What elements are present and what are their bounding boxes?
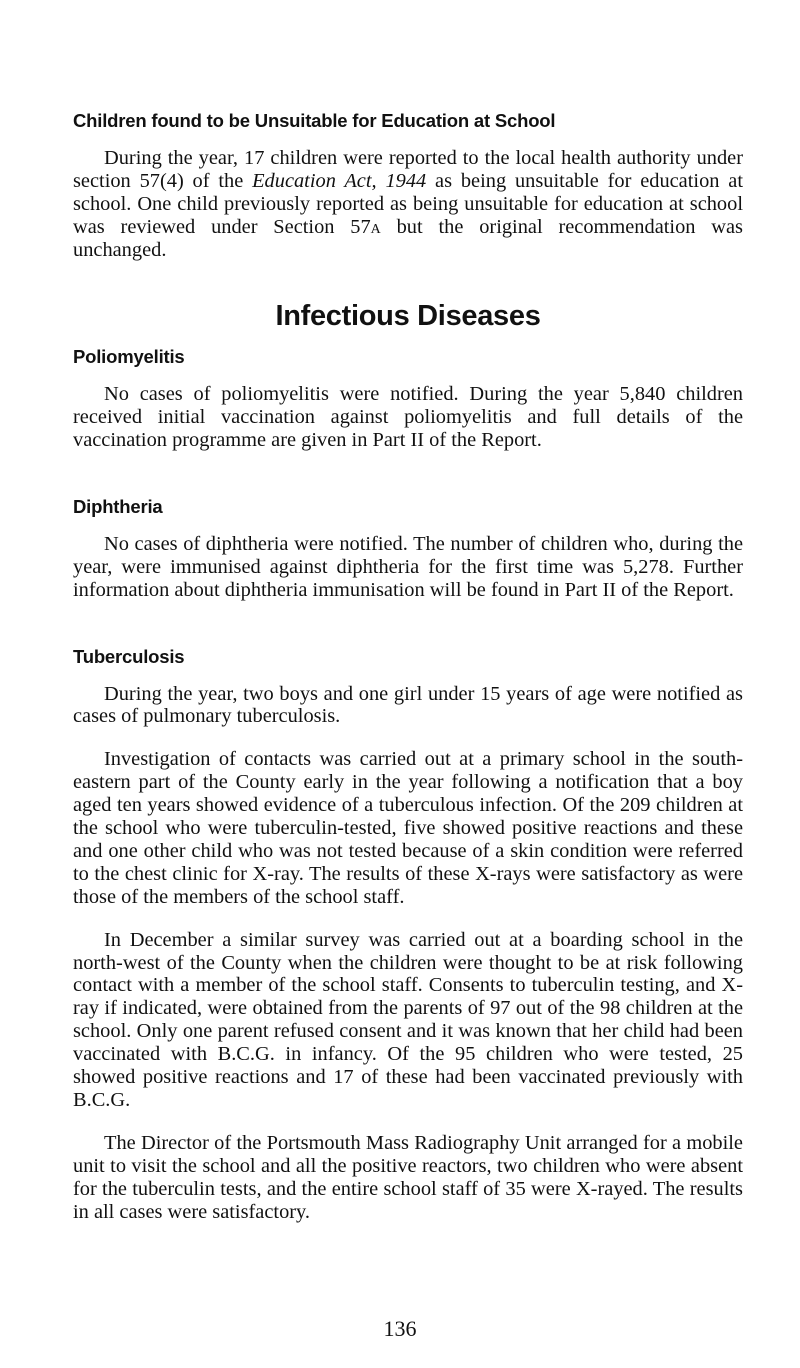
paragraph-unsuitable bbox=[73, 147, 743, 262]
document-page bbox=[73, 110, 743, 1224]
text-run: as being unsuitable for education at school. One child previously reported as being unsuitable for education at school was reviewed under Section 57 bbox=[73, 169, 743, 238]
section-heading-diphtheria: Diphtheria bbox=[73, 495, 163, 517]
paragraph-tuberculosis-boarding-school: In December a similar survey was carried out at a boarding school in the north-west of the County when the children were thought to be at risk following contact with a member of the school staff. Consents to tuberculin testing, and X-ray if indicated, were obtained from the parents of 97 out of the 98 children at the school. Only one parent refused consent and it was known that her child had been vaccinated with B.C.G. in infancy. Of the 95 children who were tested, 25 showed positive reactions and 17 of these had been vaccinated previously with B.C.G. bbox=[73, 928, 743, 1111]
paragraph-tuberculosis-primary-school: Investigation of contacts was carried out at a primary school in the south-eastern part of the County early in the year following a notification that a boy aged ten years showed evidence of a tuberculous infection. Of the 209 children at the school who were tuberculin-tested, five showed positive reactions and these and one other child who was not tested because of a skin condition were referred to the chest clinic for X-ray. The results of these X-rays were satisfactory as were those of the members of the school staff. bbox=[73, 748, 743, 908]
main-heading-infectious-diseases: Infectious Diseases bbox=[275, 300, 541, 333]
text-run: During the year, 17 children were reported to the local health authority under section 57(4) of the bbox=[73, 146, 743, 192]
text-run: but the original recommendation was unchanged. bbox=[73, 215, 743, 261]
section-heading-unsuitable: Children found to be Unsuitable for Education at School bbox=[73, 110, 556, 131]
page-number: 136 bbox=[383, 1316, 417, 1341]
act-title-italic: Education Act, 1944 bbox=[252, 169, 427, 192]
paragraph-diphtheria: No cases of diphtheria were notified. The number of children who, during the year, were immunised against diphtheria for the first time was 5,278. Further information about diphtheria immunisation will be found in Part II of the Report. bbox=[73, 532, 743, 601]
paragraph-tuberculosis-cases: During the year, two boys and one girl under 15 years of age were notified as cases of pulmonary tuberculosis. bbox=[73, 682, 743, 728]
paragraph-poliomyelitis: No cases of poliomyelitis were notified. During the year 5,840 children received initial vaccination against poliomyelitis and full details of the vaccination programme are given in Part II of the Report. bbox=[73, 383, 743, 452]
section-heading-tuberculosis: Tuberculosis bbox=[73, 645, 185, 667]
section-suffix: a bbox=[370, 215, 381, 238]
section-heading-poliomyelitis: Poliomyelitis bbox=[73, 346, 185, 368]
paragraph-tuberculosis-radiography: The Director of the Portsmouth Mass Radiography Unit arranged for a mobile unit to visit the school and all the positive reactors, two children who were absent for the tuberculin tests, and the entire school staff of 35 were X-rayed. The results in all cases were satisfactory. bbox=[73, 1131, 743, 1223]
